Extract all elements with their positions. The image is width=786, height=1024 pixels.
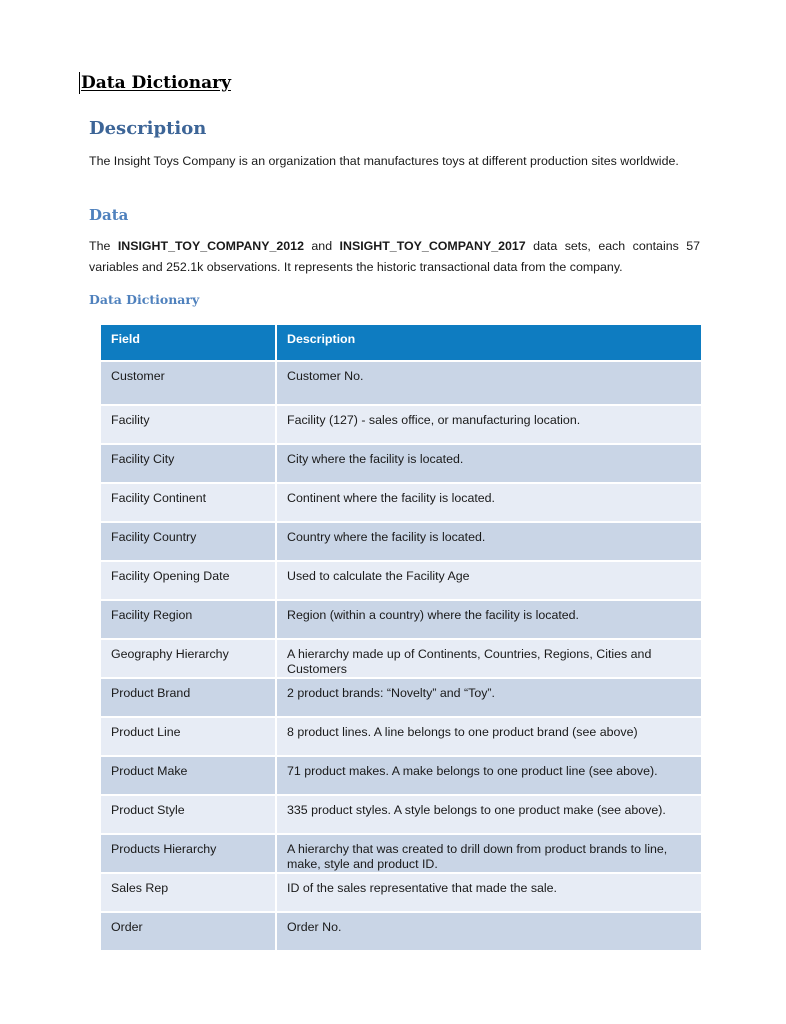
description-cell: Facility (127) - sales office, or manufacturing location. [277, 406, 701, 445]
table-row [101, 835, 701, 874]
field-cell: Product Style [101, 796, 277, 835]
description-cell: ID of the sales representative that made the sale. [277, 874, 701, 913]
description-cell: Country where the facility is located. [277, 523, 701, 562]
field-cell: Product Line [101, 718, 277, 757]
table-row [101, 679, 701, 718]
description-cell: Continent where the facility is located. [277, 484, 701, 523]
table-row [101, 874, 701, 913]
table-row [101, 757, 701, 796]
data-dictionary-table [101, 325, 701, 952]
table-row [101, 362, 701, 406]
field-cell: Facility [101, 406, 277, 445]
table-row [101, 718, 701, 757]
table-row [101, 406, 701, 445]
field-cell: Product Brand [101, 679, 277, 718]
description-cell: Used to calculate the Facility Age [277, 562, 701, 601]
field-cell: Facility Continent [101, 484, 277, 523]
column-header-description: Description [277, 325, 701, 362]
table-row [101, 601, 701, 640]
data-heading: Data [89, 206, 129, 224]
field-cell: Facility City [101, 445, 277, 484]
dataset-2012-name: INSIGHT_TOY_COMPANY_2012 [117, 239, 304, 253]
field-cell: Facility Region [101, 601, 277, 640]
table-row [101, 913, 701, 952]
table-row [101, 484, 701, 523]
description-cell: A hierarchy that was created to drill down from product brands to line, make, style and product ID. [277, 835, 701, 874]
table-header-row [101, 325, 701, 362]
data-text-suffix: data sets, each contains 57 variables and 252.1k observations. It represents the historic transactional data from the company. [89, 239, 701, 274]
field-cell: Product Make [101, 757, 277, 796]
table-row [101, 445, 701, 484]
description-heading: Description [89, 118, 207, 139]
data-text-prefix: The [89, 239, 118, 253]
data-dictionary-heading: Data Dictionary [89, 292, 200, 307]
table-row [101, 796, 701, 835]
table-row [101, 523, 701, 562]
description-cell: 71 product makes. A make belongs to one product line (see above). [277, 757, 701, 796]
field-cell: Customer [101, 362, 277, 406]
description-cell: City where the facility is located. [277, 445, 701, 484]
description-cell: A hierarchy made up of Continents, Countries, Regions, Cities and Customers [277, 640, 701, 679]
field-cell: Facility Country [101, 523, 277, 562]
description-cell: 2 product brands: “Novelty” and “Toy”. [277, 679, 701, 718]
description-cell: Region (within a country) where the facility is located. [277, 601, 701, 640]
description-cell: Order No. [277, 913, 701, 952]
column-header-field: Field [101, 325, 277, 362]
field-cell: Order [101, 913, 277, 952]
document-title: Data Dictionary [81, 73, 231, 93]
field-cell: Geography Hierarchy [101, 640, 277, 679]
table-row [101, 562, 701, 601]
field-cell: Sales Rep [101, 874, 277, 913]
table-row [101, 640, 701, 679]
field-cell: Products Hierarchy [101, 835, 277, 874]
description-cell: Customer No. [277, 362, 701, 406]
dataset-2017-name: INSIGHT_TOY_COMPANY_2017 [339, 239, 526, 253]
description-cell: 8 product lines. A line belongs to one product brand (see above) [277, 718, 701, 757]
description-paragraph: The Insight Toys Company is an organization that manufactures toys at different production sites worldwide. [89, 154, 679, 168]
field-cell: Facility Opening Date [101, 562, 277, 601]
data-text-and: and [303, 239, 340, 253]
description-cell: 335 product styles. A style belongs to one product make (see above). [277, 796, 701, 835]
data-paragraph [89, 236, 700, 277]
